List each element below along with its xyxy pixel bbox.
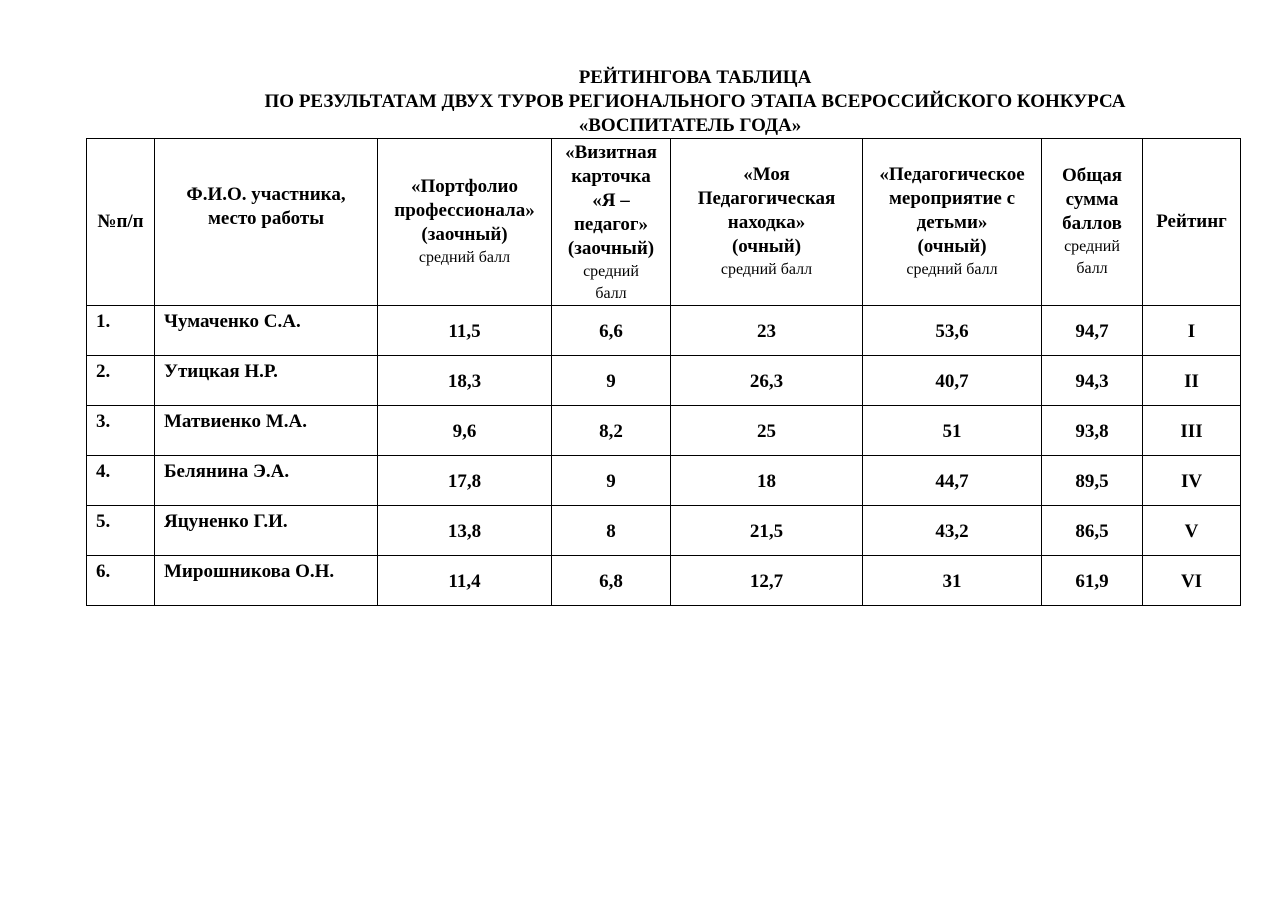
rating-place: V <box>1143 506 1241 556</box>
card-score: 6,6 <box>552 306 671 356</box>
participant-name: Матвиенко М.А. <box>155 406 378 456</box>
portfolio-score: 11,5 <box>378 306 552 356</box>
table-row <box>87 356 1241 406</box>
rating-place: VI <box>1143 556 1241 606</box>
portfolio-score: 13,8 <box>378 506 552 556</box>
portfolio-score: 17,8 <box>378 456 552 506</box>
portfolio-score: 9,6 <box>378 406 552 456</box>
participant-name: Мирошникова О.Н. <box>155 556 378 606</box>
total-score: 94,3 <box>1042 356 1143 406</box>
title-line-2: ПО РЕЗУЛЬТАТАМ ДВУХ ТУРОВ РЕГИОНАЛЬНОГО ЭТАПА ВСЕРОССИЙСКОГО КОНКУРСА <box>264 91 1126 112</box>
row-number: 4. <box>87 456 155 506</box>
event-score: 43,2 <box>863 506 1042 556</box>
total-score: 61,9 <box>1042 556 1143 606</box>
rating-place: I <box>1143 306 1241 356</box>
header-pedagogical-find: «Моя Педагогическая находка» (очный) средний балл <box>671 139 863 306</box>
event-score: 31 <box>863 556 1042 606</box>
title-line-1: РЕЙТИНГОВА ТАБЛИЦА <box>578 67 812 88</box>
card-score: 9 <box>552 456 671 506</box>
document-title <box>0 66 1280 138</box>
row-number: 1. <box>87 306 155 356</box>
header-name: Ф.И.О. участника, место работы <box>155 139 378 306</box>
total-score: 86,5 <box>1042 506 1143 556</box>
find-score: 25 <box>671 406 863 456</box>
participant-name: Чумаченко С.А. <box>155 306 378 356</box>
portfolio-score: 18,3 <box>378 356 552 406</box>
rating-place: II <box>1143 356 1241 406</box>
rating-place: III <box>1143 406 1241 456</box>
header-rating: Рейтинг <box>1143 139 1241 306</box>
table-row <box>87 506 1241 556</box>
card-score: 8 <box>552 506 671 556</box>
total-score: 89,5 <box>1042 456 1143 506</box>
find-score: 23 <box>671 306 863 356</box>
card-score: 8,2 <box>552 406 671 456</box>
header-card: «Визитная карточка «Я – педагог» (заочный) средний балл <box>552 139 671 306</box>
find-score: 12,7 <box>671 556 863 606</box>
event-score: 40,7 <box>863 356 1042 406</box>
participant-name: Яцуненко Г.И. <box>155 506 378 556</box>
find-score: 21,5 <box>671 506 863 556</box>
table-row <box>87 456 1241 506</box>
event-score: 51 <box>863 406 1042 456</box>
header-total: Общая сумма баллов средний балл <box>1042 139 1143 306</box>
card-score: 6,8 <box>552 556 671 606</box>
rating-place: IV <box>1143 456 1241 506</box>
header-portfolio: «Портфолио профессионала» (заочный) средний балл <box>378 139 552 306</box>
table-row <box>87 306 1241 356</box>
total-score: 94,7 <box>1042 306 1143 356</box>
find-score: 26,3 <box>671 356 863 406</box>
header-num: №п/п <box>87 139 155 306</box>
table-row <box>87 556 1241 606</box>
row-number: 6. <box>87 556 155 606</box>
table-header-row <box>87 139 1241 306</box>
event-score: 44,7 <box>863 456 1042 506</box>
row-number: 2. <box>87 356 155 406</box>
find-score: 18 <box>671 456 863 506</box>
header-pedagogical-event: «Педагогическое мероприятие с детьми» (очный) средний балл <box>863 139 1042 306</box>
row-number: 3. <box>87 406 155 456</box>
participant-name: Утицкая Н.Р. <box>155 356 378 406</box>
total-score: 93,8 <box>1042 406 1143 456</box>
event-score: 53,6 <box>863 306 1042 356</box>
row-number: 5. <box>87 506 155 556</box>
title-line-3: «ВОСПИТАТЕЛЬ ГОДА» <box>578 115 802 136</box>
table-row <box>87 406 1241 456</box>
card-score: 9 <box>552 356 671 406</box>
portfolio-score: 11,4 <box>378 556 552 606</box>
rating-table <box>86 138 1241 606</box>
participant-name: Белянина Э.А. <box>155 456 378 506</box>
